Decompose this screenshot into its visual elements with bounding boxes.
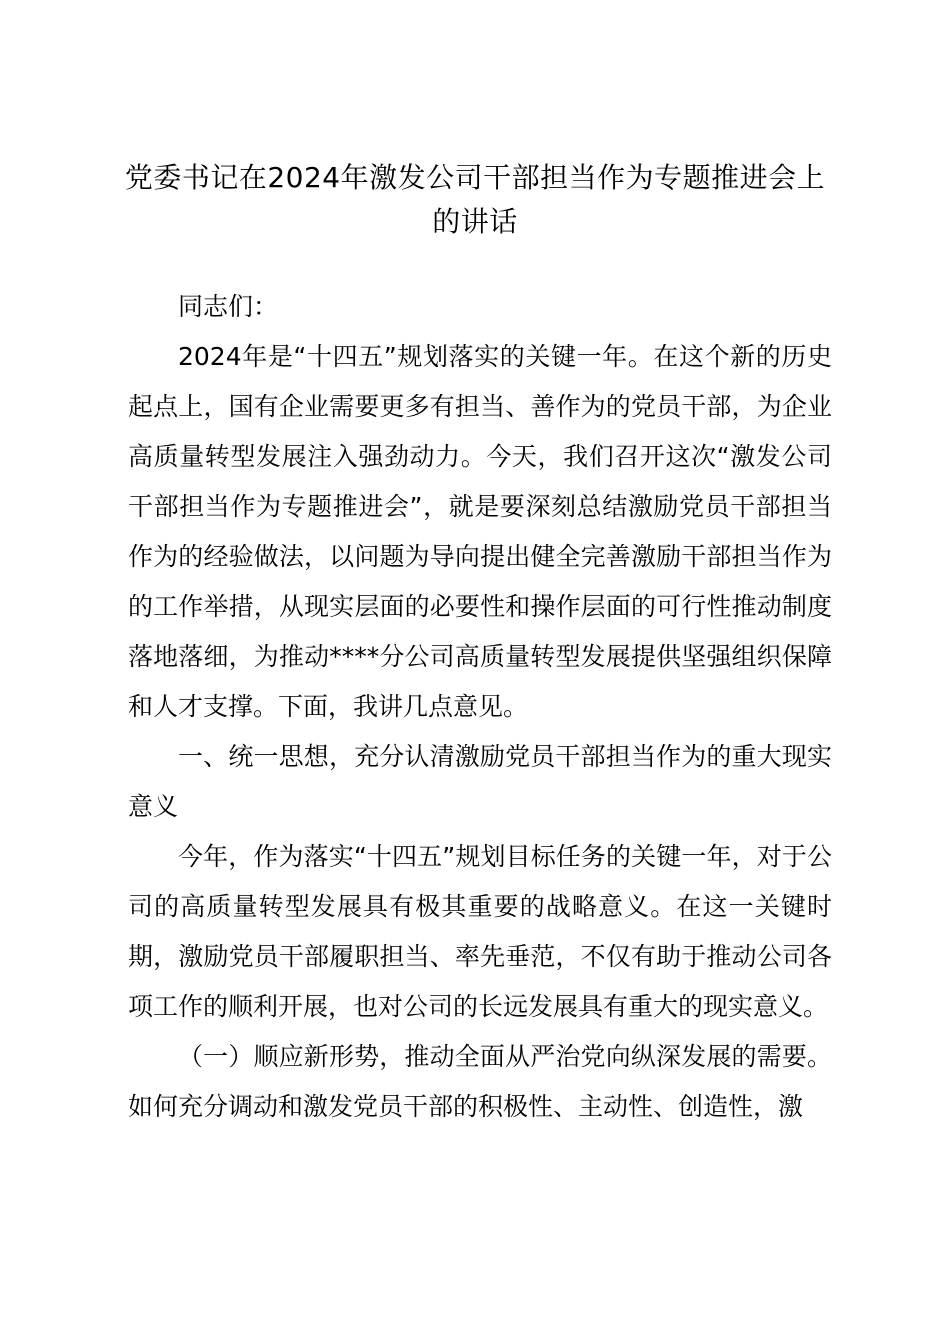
paragraph-section-1: 今年，作为落实“十四五”规划目标任务的关键一年，对于公司的高质量转型发展具有极其重要的战略意义。在这一关键时期，激励党员干部履职担当、率先垂范，不仅有助于推动公司各项工作的顺利开展，也对公司的长远发展具有重大的现实意义。	[128, 842, 832, 1021]
document-title: 党委书记在2024年激发公司干部担当作为专题推进会上的讲话	[124, 161, 826, 238]
salutation: 同志们：	[178, 292, 279, 321]
paragraph-subsection-1: （一）顺应新形势，推动全面从严治党向纵深发展的需要。如何充分调动和激发党员干部的积极性、主动性、创造性，激	[128, 1042, 832, 1121]
document-body	[128, 282, 832, 1132]
section-heading-1: 一、统一思想，充分认清激励党员干部担当作为的重大现实意义	[128, 742, 832, 821]
paragraph-intro: 2024年是“十四五”规划落实的关键一年。在这个新的历史起点上，国有企业需要更多有担当、善作为的党员干部，为企业高质量转型发展注入强劲动力。今天，我们召开这次“激发公司干部担当作为专题推进会”，就是要深刻总结激励党员干部担当作为的经验做法，以问题为导向提出健全完善激励干部担当作为的工作举措，从现实层面的必要性和操作层面的可行性推动制度落地落细，为推动****分公司高质量转型发展提供坚强组织保障和人才支撑。下面，我讲几点意见。	[128, 342, 832, 721]
